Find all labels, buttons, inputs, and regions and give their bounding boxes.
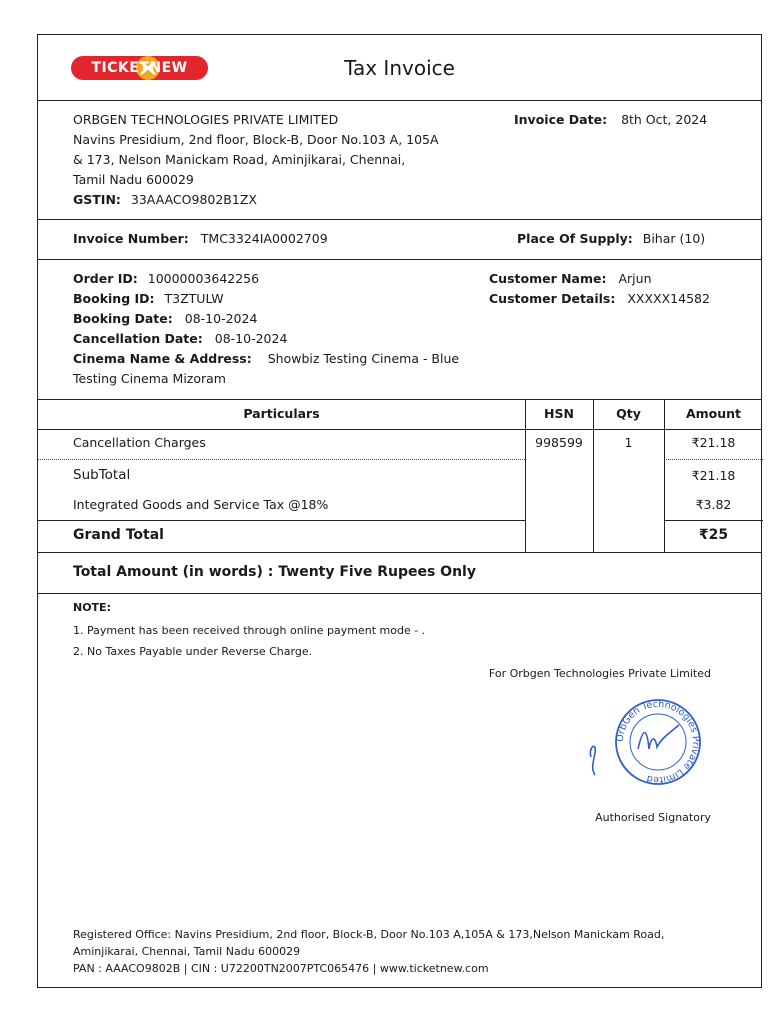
header-hsn: HSN xyxy=(544,406,574,421)
place-of-supply-value: Bihar (10) xyxy=(642,231,706,246)
page-title: Tax Invoice xyxy=(344,56,455,80)
divider xyxy=(38,552,761,553)
note-item: 1. Payment has been received through online payment mode - . xyxy=(73,624,426,637)
table-col-divider xyxy=(525,399,526,553)
stamp-icon xyxy=(583,697,713,797)
customer-name-value: Arjun xyxy=(618,271,652,286)
gstin-value: 33AAACO9802B1ZX xyxy=(130,192,257,207)
company-address-line: & 173, Nelson Manickam Road, Aminjikarai, Chennai, xyxy=(73,152,406,167)
header-particulars: Particulars xyxy=(243,406,320,421)
footer-line: Registered Office: Navins Presidium, 2nd floor, Block-B, Door No.103 A,105A & 173,Nelson Manickam Road, xyxy=(73,928,665,941)
company-name: ORBGEN TECHNOLOGIES PRIVATE LIMITED xyxy=(73,112,339,127)
order-id-row xyxy=(73,271,259,286)
header-amount: Amount xyxy=(685,406,742,421)
invoice-frame xyxy=(37,34,762,988)
divider xyxy=(664,520,763,521)
authorised-signatory: Authorised Signatory xyxy=(595,811,711,824)
place-of-supply-row xyxy=(517,231,705,246)
cinema-line1: Showbiz Testing Cinema - Blue xyxy=(267,351,460,366)
note-item: 2. No Taxes Payable under Reverse Charge. xyxy=(73,645,313,658)
divider xyxy=(38,219,761,220)
footer-line: PAN : AAACO9802B | CIN : U72200TN2007PTC065476 | www.ticketnew.com xyxy=(73,962,489,975)
gstin-row xyxy=(73,192,257,207)
booking-date-row xyxy=(73,311,257,326)
company-address-line: Tamil Nadu 600029 xyxy=(73,172,194,187)
divider xyxy=(38,429,761,430)
company-stamp xyxy=(583,697,713,797)
gstin-label: GSTIN: xyxy=(73,192,121,207)
cancellation-date-label: Cancellation Date: xyxy=(73,331,203,346)
grand-total-value: ₹25 xyxy=(698,527,729,543)
tax-label: Integrated Goods and Service Tax @18% xyxy=(73,497,329,512)
invoice-number-value: TMC3324IA0002709 xyxy=(200,231,328,246)
row-separator xyxy=(38,459,525,460)
invoice-date-label: Invoice Date: xyxy=(514,112,608,127)
cinema-line2: Testing Cinema Mizoram xyxy=(73,371,226,386)
subtotal-value: ₹21.18 xyxy=(691,468,736,483)
row-particulars: Cancellation Charges xyxy=(73,435,206,450)
divider xyxy=(38,593,761,594)
order-id-label: Order ID: xyxy=(73,271,138,286)
customer-details-row xyxy=(489,291,710,306)
grand-total-label: Grand Total xyxy=(73,527,164,543)
customer-details-label: Customer Details: xyxy=(489,291,616,306)
row-separator xyxy=(664,459,763,460)
divider xyxy=(38,259,761,260)
cancellation-date-row xyxy=(73,331,287,346)
customer-name-row xyxy=(489,271,652,286)
stamp-text: OrbGen Technologies Private Limited xyxy=(614,698,702,786)
table-col-divider xyxy=(593,399,594,553)
company-address-line: Navins Presidium, 2nd floor, Block-B, Door No.103 A, 105A xyxy=(73,132,439,147)
customer-name-label: Customer Name: xyxy=(489,271,607,286)
footer-line: Aminjikarai, Chennai, Tamil Nadu 600029 xyxy=(73,945,301,958)
invoice-number-label: Invoice Number: xyxy=(73,231,189,246)
divider xyxy=(38,520,525,521)
booking-id-value: T3ZTULW xyxy=(164,291,224,306)
booking-date-label: Booking Date: xyxy=(73,311,173,326)
booking-id-row xyxy=(73,291,224,306)
row-qty: 1 xyxy=(624,435,633,450)
subtotal-label: SubTotal xyxy=(73,467,131,483)
invoice-date-value: 8th Oct, 2024 xyxy=(621,112,708,127)
row-hsn: 998599 xyxy=(535,435,583,450)
invoice-number-row xyxy=(73,231,328,246)
note-title: NOTE: xyxy=(73,601,111,614)
booking-date-value: 08-10-2024 xyxy=(184,311,258,326)
cinema-label: Cinema Name & Address: xyxy=(73,351,252,366)
order-id-value: 10000003642256 xyxy=(147,271,260,286)
for-company-text: For Orbgen Technologies Private Limited xyxy=(488,667,711,680)
cinema-row xyxy=(73,351,459,366)
cancellation-date-value: 08-10-2024 xyxy=(214,331,288,346)
invoice-date-row xyxy=(514,112,707,127)
header-qty: Qty xyxy=(616,406,641,421)
booking-id-label: Booking ID: xyxy=(73,291,155,306)
amount-in-words: Total Amount (in words) : Twenty Five Rupees Only xyxy=(73,564,476,580)
customer-details-value: XXXXX14582 xyxy=(627,291,710,306)
tax-value: ₹3.82 xyxy=(695,497,732,512)
divider xyxy=(38,100,761,101)
place-of-supply-label: Place Of Supply: xyxy=(517,231,633,246)
divider xyxy=(38,399,761,400)
row-amount: ₹21.18 xyxy=(691,435,736,450)
logo-text: TICKETNEW xyxy=(91,60,188,76)
